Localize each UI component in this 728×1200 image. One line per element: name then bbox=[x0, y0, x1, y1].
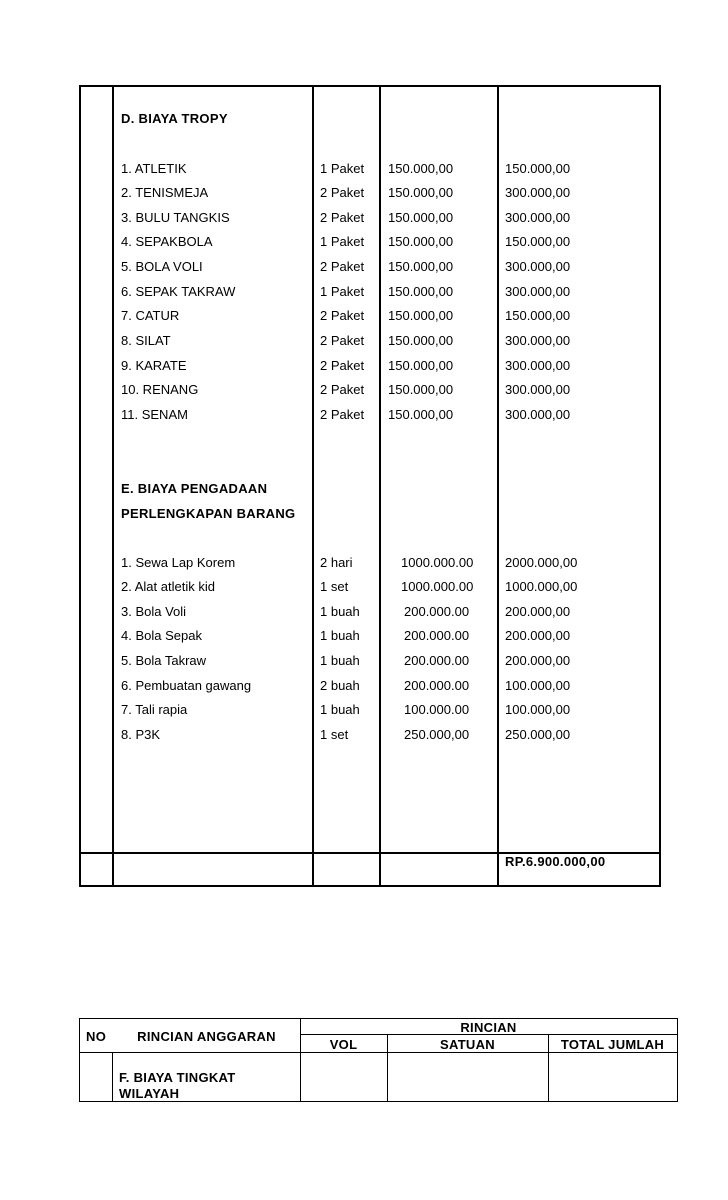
row-satuan: 200.000.00 bbox=[404, 653, 470, 668]
row-satuan: 150.000,00 bbox=[388, 382, 454, 397]
row-vol: 2 Paket bbox=[320, 185, 365, 200]
row-item: 8. P3K bbox=[121, 727, 161, 742]
row-total: 100.000,00 bbox=[505, 702, 571, 717]
row-total: 300.000,00 bbox=[505, 185, 571, 200]
row-item: 6. Pembuatan gawang bbox=[121, 678, 252, 693]
row-total: 200.000,00 bbox=[505, 604, 571, 619]
table1-col-divider-3 bbox=[379, 85, 381, 887]
row-total: 300.000,00 bbox=[505, 333, 571, 348]
table1-right-border bbox=[659, 85, 661, 887]
budget-table-header bbox=[0, 1010, 728, 1110]
row-satuan: 100.000.00 bbox=[404, 702, 470, 717]
row-vol: 1 buah bbox=[320, 604, 360, 619]
table2-right-border bbox=[677, 1018, 678, 1102]
row-total: 150.000,00 bbox=[505, 161, 571, 176]
table1-col-divider-2 bbox=[312, 85, 314, 887]
section-e-title-line1: E. BIAYA PENGADAAN bbox=[121, 481, 268, 496]
row-satuan: 200.000.00 bbox=[404, 678, 470, 693]
row-total: 250.000,00 bbox=[505, 727, 571, 742]
row-item: 2. TENISMEJA bbox=[121, 185, 209, 200]
row-total: 150.000,00 bbox=[505, 308, 571, 323]
row-satuan: 150.000,00 bbox=[388, 358, 454, 373]
row-satuan: 150.000,00 bbox=[388, 185, 454, 200]
row-item: 11. SENAM bbox=[121, 407, 188, 422]
row-vol: 2 hari bbox=[320, 555, 353, 570]
table2-left-border bbox=[79, 1018, 80, 1102]
header-rincian-anggaran: RINCIAN ANGGARAN bbox=[137, 1029, 276, 1044]
section-e-title-line2: PERLENGKAPAN BARANG bbox=[121, 506, 296, 521]
table1-col-divider-4 bbox=[497, 85, 499, 887]
row-vol: 1 Paket bbox=[320, 161, 365, 176]
row-item: 3. Bola Voli bbox=[121, 604, 187, 619]
row-total: 100.000,00 bbox=[505, 678, 571, 693]
row-satuan: 150.000,00 bbox=[388, 210, 454, 225]
table2-top-border bbox=[79, 1018, 678, 1019]
table1-left-border bbox=[79, 85, 81, 887]
row-satuan: 150.000,00 bbox=[388, 259, 454, 274]
row-vol: 1 buah bbox=[320, 653, 360, 668]
header-rincian: RINCIAN bbox=[460, 1020, 517, 1035]
row-vol: 1 set bbox=[320, 727, 349, 742]
row-item: 7. Tali rapia bbox=[121, 702, 188, 717]
table1-col-divider-1 bbox=[112, 85, 114, 887]
row-item: 4. SEPAKBOLA bbox=[121, 234, 213, 249]
row-item: 2. Alat atletik kid bbox=[121, 579, 215, 594]
row-total: 150.000,00 bbox=[505, 234, 571, 249]
row-vol: 1 buah bbox=[320, 628, 360, 643]
grand-total: RP.6.900.000,00 bbox=[505, 854, 606, 869]
row-item: 1. Sewa Lap Korem bbox=[121, 555, 236, 570]
row-item: 8. SILAT bbox=[121, 333, 171, 348]
row-vol: 1 buah bbox=[320, 702, 360, 717]
table1-bottom-border bbox=[79, 885, 661, 887]
row-item: 10. RENANG bbox=[121, 382, 199, 397]
section-d-title: D. BIAYA TROPY bbox=[121, 111, 228, 126]
row-item: 9. KARATE bbox=[121, 358, 187, 373]
row-item: 5. BOLA VOLI bbox=[121, 259, 203, 274]
row-item: 6. SEPAK TAKRAW bbox=[121, 284, 236, 299]
row-item: 3. BULU TANGKIS bbox=[121, 210, 230, 225]
row-satuan: 200.000.00 bbox=[404, 628, 470, 643]
row-vol: 1 Paket bbox=[320, 234, 365, 249]
row-vol: 2 Paket bbox=[320, 308, 365, 323]
row-vol: 1 set bbox=[320, 579, 349, 594]
row-vol: 2 Paket bbox=[320, 358, 365, 373]
row-satuan: 150.000,00 bbox=[388, 161, 454, 176]
row-satuan: 150.000,00 bbox=[388, 308, 454, 323]
row-vol: 2 buah bbox=[320, 678, 360, 693]
row-vol: 2 Paket bbox=[320, 259, 365, 274]
section-f-title-line1: F. BIAYA TINGKAT bbox=[119, 1070, 236, 1085]
row-vol: 1 Paket bbox=[320, 284, 365, 299]
row-total: 300.000,00 bbox=[505, 210, 571, 225]
row-satuan: 250.000,00 bbox=[404, 727, 470, 742]
row-total: 1000.000,00 bbox=[505, 579, 578, 594]
row-vol: 2 Paket bbox=[320, 407, 365, 422]
row-satuan: 150.000,00 bbox=[388, 234, 454, 249]
row-total: 200.000,00 bbox=[505, 628, 571, 643]
header-total-jumlah: TOTAL JUMLAH bbox=[560, 1037, 665, 1052]
header-no: NO bbox=[86, 1029, 107, 1044]
row-total: 300.000,00 bbox=[505, 358, 571, 373]
row-total: 2000.000,00 bbox=[505, 555, 578, 570]
header-satuan: SATUAN bbox=[440, 1037, 495, 1052]
row-satuan: 150.000,00 bbox=[388, 407, 454, 422]
row-item: 1. ATLETIK bbox=[121, 161, 187, 176]
table2-col-divider-1 bbox=[112, 1052, 113, 1102]
row-item: 4. Bola Sepak bbox=[121, 628, 202, 643]
row-vol: 2 Paket bbox=[320, 333, 365, 348]
table1-top-border bbox=[79, 85, 661, 87]
header-vol: VOL bbox=[329, 1037, 358, 1052]
row-item: 5. Bola Takraw bbox=[121, 653, 207, 668]
row-satuan: 200.000.00 bbox=[404, 604, 470, 619]
row-total: 300.000,00 bbox=[505, 407, 571, 422]
row-total: 200.000,00 bbox=[505, 653, 571, 668]
row-total: 300.000,00 bbox=[505, 382, 571, 397]
row-satuan: 1000.000.00 bbox=[401, 579, 474, 594]
row-satuan: 1000.000.00 bbox=[401, 555, 474, 570]
row-total: 300.000,00 bbox=[505, 259, 571, 274]
section-f-title-line2: WILAYAH bbox=[119, 1086, 180, 1101]
row-total: 300.000,00 bbox=[505, 284, 571, 299]
row-item: 7. CATUR bbox=[121, 308, 180, 323]
row-vol: 2 Paket bbox=[320, 210, 365, 225]
row-satuan: 150.000,00 bbox=[388, 284, 454, 299]
row-satuan: 150.000,00 bbox=[388, 333, 454, 348]
row-vol: 2 Paket bbox=[320, 382, 365, 397]
